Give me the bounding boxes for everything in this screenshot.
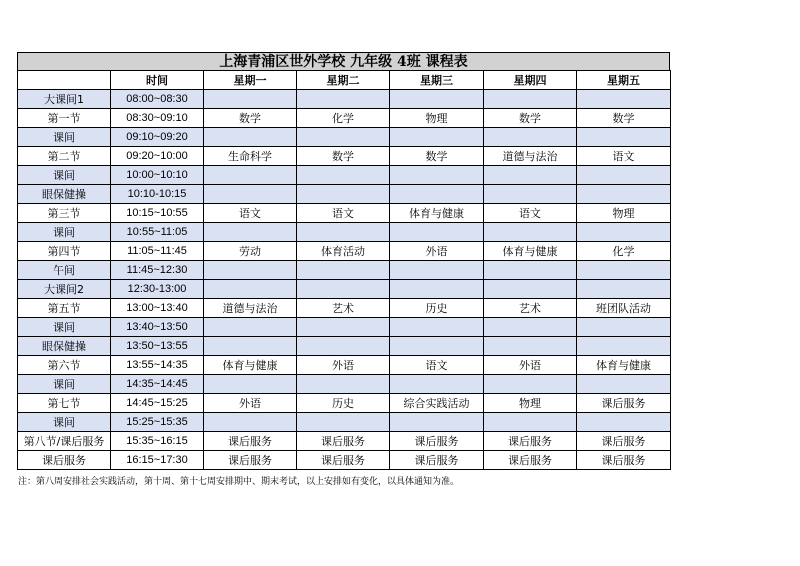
subject-cell (204, 128, 297, 147)
subject-cell: 课后服务 (390, 432, 484, 451)
subject-cell: 艺术 (297, 299, 390, 318)
subject-cell: 劳动 (204, 242, 297, 261)
period-time: 10:00~10:10 (111, 166, 204, 185)
period-label: 第八节/课后服务 (18, 432, 111, 451)
header-cell: 星期三 (390, 71, 484, 90)
header-cell (18, 71, 111, 90)
subject-cell: 外语 (390, 242, 484, 261)
table-row (18, 394, 671, 413)
header-cell: 时间 (111, 71, 204, 90)
subject-cell (577, 128, 671, 147)
subject-cell: 课后服务 (297, 432, 390, 451)
subject-cell (204, 337, 297, 356)
subject-cell (297, 166, 390, 185)
table-row (18, 337, 671, 356)
subject-cell (390, 90, 484, 109)
table-row (18, 451, 671, 470)
period-time: 14:35~14:45 (111, 375, 204, 394)
period-label: 大课间1 (18, 90, 111, 109)
period-label: 课间 (18, 166, 111, 185)
subject-cell: 数学 (577, 109, 671, 128)
table-row (18, 280, 671, 299)
period-label: 第二节 (18, 147, 111, 166)
subject-cell: 语文 (484, 204, 577, 223)
table-row (18, 299, 671, 318)
subject-cell: 体育与健康 (204, 356, 297, 375)
period-label: 课间 (18, 223, 111, 242)
subject-cell (484, 128, 577, 147)
subject-cell: 数学 (390, 147, 484, 166)
subject-cell (390, 166, 484, 185)
table-row (18, 261, 671, 280)
table-row (18, 166, 671, 185)
table-row (18, 128, 671, 147)
period-label: 课间 (18, 128, 111, 147)
subject-cell: 课后服务 (484, 432, 577, 451)
subject-cell (390, 261, 484, 280)
subject-cell: 课后服务 (297, 451, 390, 470)
timetable-grid (17, 70, 671, 470)
header-cell: 星期四 (484, 71, 577, 90)
subject-cell (484, 185, 577, 204)
subject-cell: 数学 (484, 109, 577, 128)
subject-cell: 生命科学 (204, 147, 297, 166)
table-row (18, 375, 671, 394)
subject-cell (204, 261, 297, 280)
period-time: 08:00~08:30 (111, 90, 204, 109)
period-label: 第六节 (18, 356, 111, 375)
period-time: 10:10-10:15 (111, 185, 204, 204)
subject-cell: 体育与健康 (484, 242, 577, 261)
subject-cell (577, 166, 671, 185)
subject-cell: 化学 (297, 109, 390, 128)
table-row (18, 109, 671, 128)
period-label: 大课间2 (18, 280, 111, 299)
period-time: 15:35~16:15 (111, 432, 204, 451)
subject-cell: 语文 (204, 204, 297, 223)
period-label: 课间 (18, 413, 111, 432)
subject-cell (204, 185, 297, 204)
subject-cell: 综合实践活动 (390, 394, 484, 413)
subject-cell: 历史 (297, 394, 390, 413)
period-label: 午间 (18, 261, 111, 280)
subject-cell (297, 337, 390, 356)
subject-cell (204, 318, 297, 337)
period-time: 10:15~10:55 (111, 204, 204, 223)
subject-cell (297, 261, 390, 280)
period-time: 09:20~10:00 (111, 147, 204, 166)
subject-cell: 外语 (484, 356, 577, 375)
subject-cell (577, 318, 671, 337)
subject-cell (577, 280, 671, 299)
subject-cell (204, 280, 297, 299)
table-row (18, 242, 671, 261)
period-time: 08:30~09:10 (111, 109, 204, 128)
subject-cell (577, 375, 671, 394)
period-label: 第七节 (18, 394, 111, 413)
footnote: 注：第八周安排社会实践活动，第十周、第十七周安排期中、期末考试，以上安排如有变化，以具体通知为准。 (18, 477, 460, 487)
period-label: 课间 (18, 375, 111, 394)
subject-cell (297, 318, 390, 337)
period-label: 眼保健操 (18, 185, 111, 204)
subject-cell (577, 261, 671, 280)
subject-cell: 化学 (577, 242, 671, 261)
subject-cell (577, 223, 671, 242)
subject-cell (390, 128, 484, 147)
subject-cell: 体育活动 (297, 242, 390, 261)
period-label: 第五节 (18, 299, 111, 318)
timetable-body (18, 71, 671, 470)
period-label: 第一节 (18, 109, 111, 128)
subject-cell (484, 280, 577, 299)
timetable-title: 上海青浦区世外学校 九年级 4班 课程表 (17, 52, 670, 70)
subject-cell: 道德与法治 (204, 299, 297, 318)
table-row (18, 90, 671, 109)
subject-cell (484, 337, 577, 356)
period-time: 13:50~13:55 (111, 337, 204, 356)
subject-cell (204, 166, 297, 185)
subject-cell (297, 413, 390, 432)
table-row (18, 147, 671, 166)
subject-cell (577, 413, 671, 432)
period-time: 12:30-13:00 (111, 280, 204, 299)
period-time: 16:15~17:30 (111, 451, 204, 470)
subject-cell: 课后服务 (577, 394, 671, 413)
table-row (18, 432, 671, 451)
table-row (18, 185, 671, 204)
subject-cell: 数学 (297, 147, 390, 166)
subject-cell: 数学 (204, 109, 297, 128)
subject-cell: 外语 (297, 356, 390, 375)
period-time: 13:00~13:40 (111, 299, 204, 318)
subject-cell: 道德与法治 (484, 147, 577, 166)
period-time: 11:05~11:45 (111, 242, 204, 261)
subject-cell: 课后服务 (390, 451, 484, 470)
subject-cell (204, 223, 297, 242)
subject-cell (577, 90, 671, 109)
subject-cell (390, 337, 484, 356)
subject-cell (204, 90, 297, 109)
subject-cell (390, 223, 484, 242)
subject-cell: 历史 (390, 299, 484, 318)
period-time: 11:45~12:30 (111, 261, 204, 280)
subject-cell: 课后服务 (577, 432, 671, 451)
subject-cell (297, 185, 390, 204)
subject-cell: 课后服务 (577, 451, 671, 470)
header-cell: 星期一 (204, 71, 297, 90)
subject-cell: 课后服务 (484, 451, 577, 470)
subject-cell (484, 166, 577, 185)
header-cell: 星期五 (577, 71, 671, 90)
period-label: 课后服务 (18, 451, 111, 470)
subject-cell (577, 185, 671, 204)
subject-cell: 物理 (390, 109, 484, 128)
subject-cell: 班团队活动 (577, 299, 671, 318)
subject-cell: 外语 (204, 394, 297, 413)
timetable-sheet (17, 52, 670, 470)
period-time: 13:55~14:35 (111, 356, 204, 375)
subject-cell (297, 223, 390, 242)
subject-cell (484, 90, 577, 109)
subject-cell (204, 413, 297, 432)
subject-cell: 体育与健康 (577, 356, 671, 375)
subject-cell: 体育与健康 (390, 204, 484, 223)
subject-cell (297, 128, 390, 147)
subject-cell: 物理 (484, 394, 577, 413)
period-label: 第三节 (18, 204, 111, 223)
table-row (18, 223, 671, 242)
table-row (18, 413, 671, 432)
subject-cell (484, 223, 577, 242)
period-label: 课间 (18, 318, 111, 337)
subject-cell (484, 318, 577, 337)
subject-cell (390, 375, 484, 394)
table-row (18, 318, 671, 337)
subject-cell: 语文 (297, 204, 390, 223)
subject-cell (390, 280, 484, 299)
header-cell: 星期二 (297, 71, 390, 90)
subject-cell: 语文 (390, 356, 484, 375)
subject-cell (484, 413, 577, 432)
subject-cell: 语文 (577, 147, 671, 166)
subject-cell (390, 185, 484, 204)
period-time: 14:45~15:25 (111, 394, 204, 413)
subject-cell (297, 90, 390, 109)
period-time: 10:55~11:05 (111, 223, 204, 242)
subject-cell: 艺术 (484, 299, 577, 318)
subject-cell: 课后服务 (204, 432, 297, 451)
subject-cell (297, 375, 390, 394)
subject-cell (577, 337, 671, 356)
period-label: 第四节 (18, 242, 111, 261)
subject-cell (390, 413, 484, 432)
subject-cell (204, 375, 297, 394)
table-row (18, 356, 671, 375)
period-time: 15:25~15:35 (111, 413, 204, 432)
period-time: 13:40~13:50 (111, 318, 204, 337)
subject-cell: 物理 (577, 204, 671, 223)
period-time: 09:10~09:20 (111, 128, 204, 147)
subject-cell (297, 280, 390, 299)
period-label: 眼保健操 (18, 337, 111, 356)
header-row (18, 71, 671, 90)
subject-cell: 课后服务 (204, 451, 297, 470)
subject-cell (484, 375, 577, 394)
subject-cell (390, 318, 484, 337)
table-row (18, 204, 671, 223)
subject-cell (484, 261, 577, 280)
